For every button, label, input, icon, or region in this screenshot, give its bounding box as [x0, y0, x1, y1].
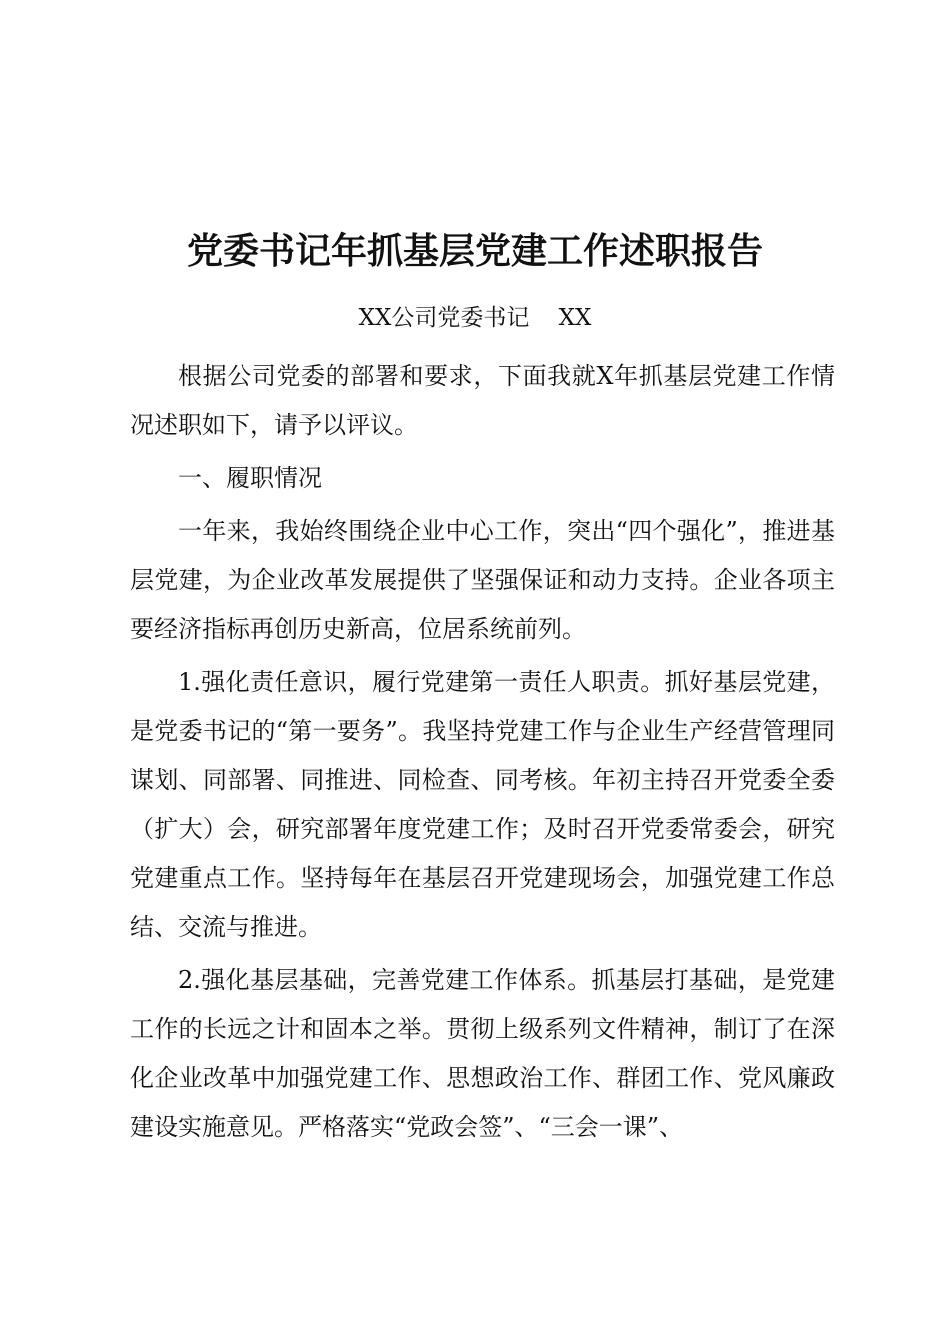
paragraph-item-2: 2.强化基层基础，完善党建工作体系。抓基层打基础，是党建工作的长远之计和固本之举。贯彻上级系列文件精神，制订了在深化企业改革中加强党建工作、思想政治工作、群团工作、党风廉政建设实施意见。严格落实“党政会签”、“三会一课”、: [130, 966, 835, 1141]
document-body: [130, 352, 835, 1156]
paragraph-item-1: 1.强化责任意识，履行党建第一责任人职责。抓好基层党建，是党委书记的“第一要务”。我坚持党建工作与企业生产经营管理同谋划、同部署、同推进、同检查、同考核。年初主持召开党委全委（扩大）会，研究部署年度党建工作；及时召开党委常委会，研究党建重点工作。坚持每年在基层召开党建现场会，加强党建工作总结、交流与推进。: [130, 668, 835, 941]
paragraph-intro: 根据公司党委的部署和要求，下面我就X年抓基层党建工作情况述职如下，请予以评议。: [130, 362, 835, 439]
document-title: 党委书记年抓基层党建工作述职报告: [186, 230, 763, 272]
paragraph-overview: 一年来，我始终围绕企业中心工作，突出“四个强化”，推进基层党建，为企业改革发展提供了坚强保证和动力支持。企业各项主要经济指标再创历史新高，位居系统前列。: [130, 517, 835, 643]
section-heading: 一、履职情况: [178, 464, 322, 492]
author-byline: XX公司党委书记 XX: [358, 305, 592, 331]
